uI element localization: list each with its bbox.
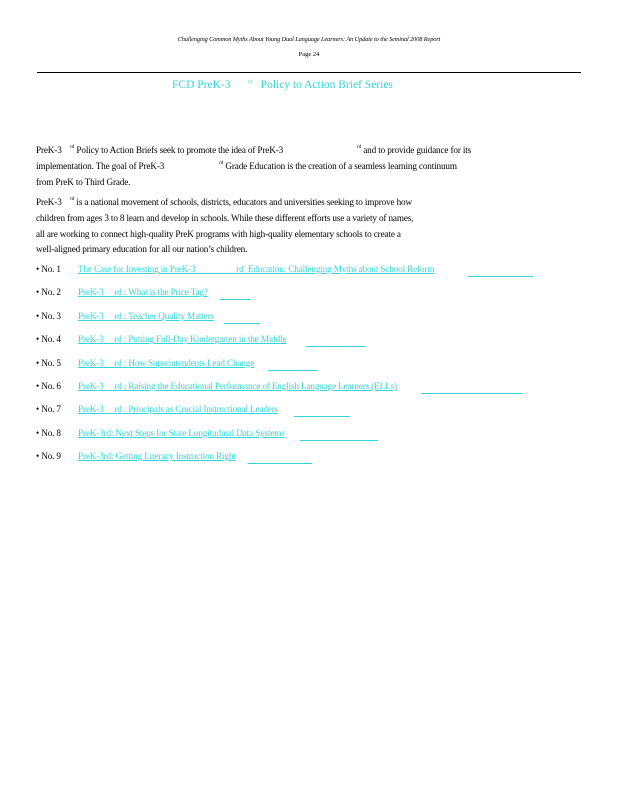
brief-item — [36, 264, 435, 287]
brief-number: • No. 9 — [36, 451, 61, 462]
movement-sup: rd — [70, 196, 75, 202]
brief-number: • No. 1 — [36, 264, 61, 274]
brief-link-6[interactable]: PreK-3 rd : Raising the Educational Performance of English Language Learners (ELLs) — [78, 380, 397, 391]
brief-number: • No. 3 — [36, 310, 61, 321]
movement-text: is a national movement of schools, districts, educators and universities seeking to improve how — [74, 197, 412, 207]
intro-sup: rd — [219, 159, 224, 166]
series-title-sup: rd — [247, 79, 253, 85]
link-underline — [220, 299, 251, 300]
brief-link-1[interactable]: The Case for Investing in PreK-3 rd Education: Challenging Myths about School Reform — [78, 264, 435, 274]
intro-sup: rd — [70, 144, 75, 150]
link-underline — [300, 440, 378, 441]
intro-text: Policy to Action Briefs seek to promote the idea of PreK-3 — [74, 145, 284, 155]
brief-link-9[interactable]: PreK-3rd: Getting Literacy Instruction Right — [78, 451, 236, 462]
movement-text: all are working to connect high-quality PreK programs with high-quality elementary schools to create a — [36, 228, 401, 239]
brief-link-3[interactable]: PreK-3 rd : Teacher Quality Matters — [78, 310, 214, 321]
brief-list — [36, 264, 435, 475]
brief-item — [36, 334, 287, 357]
link-underline — [224, 323, 260, 324]
intro-text: and to provide guidance for its — [361, 145, 472, 155]
brief-link-5[interactable]: PreK-3 rd : How Superintendents Lead Change — [78, 357, 255, 368]
movement-paragraph — [36, 195, 413, 258]
intro-sup: rd — [357, 144, 362, 150]
brief-link-8[interactable]: PreK-3rd: Next Steps for State Longitudinal Data Systems — [78, 427, 285, 438]
movement-text: well-aligned primary education for all our nation’s children. — [36, 244, 248, 255]
intro-text: implementation. The goal of PreK-3 — [36, 160, 165, 171]
header-rule — [37, 72, 581, 73]
brief-item — [36, 427, 285, 451]
link-underline — [268, 370, 318, 371]
brief-number: • No. 6 — [36, 380, 61, 391]
brief-number: • No. 2 — [36, 287, 61, 298]
intro-text: PreK-3 — [36, 145, 62, 155]
link-underline — [306, 346, 366, 347]
brief-item — [36, 357, 255, 381]
brief-link-7[interactable]: PreK-3 rd : Principals as Crucial Instructional Leaders — [78, 404, 279, 415]
intro-paragraph — [36, 143, 471, 190]
brief-item — [36, 287, 208, 310]
running-head: Challenging Common Myths About Young Dual Language Learners: An Update to the Seminal 2008 Report — [177, 36, 441, 43]
brief-item — [36, 451, 236, 474]
brief-number: • No. 5 — [36, 357, 61, 368]
page-number: Page 24 — [298, 51, 320, 58]
brief-link-2[interactable]: PreK-3 rd : What is the Price Tag? — [78, 287, 208, 298]
movement-text: children from ages 3 to 8 learn and develop in schools. While these different efforts use a variety of names, — [36, 212, 414, 223]
series-title-a: FCD PreK-3 — [172, 79, 231, 91]
brief-item — [36, 404, 279, 427]
intro-text: Grade Education is the creation of a seamless learning continuum — [223, 160, 457, 171]
brief-number: • No. 8 — [36, 427, 61, 438]
series-title-b: Policy to Action Brief Series — [260, 79, 393, 91]
intro-text: from PreK to Third Grade. — [36, 176, 131, 187]
brief-link-4[interactable]: PreK-3 rd : Putting Full-Day Kindergarten in the Middle — [78, 334, 287, 345]
brief-item — [36, 380, 397, 404]
series-title — [172, 79, 393, 91]
link-underline — [468, 276, 533, 277]
brief-item — [36, 310, 214, 334]
link-underline — [421, 393, 523, 394]
brief-number: • No. 7 — [36, 404, 61, 415]
link-underline — [294, 416, 350, 417]
brief-number: • No. 4 — [36, 334, 61, 345]
link-underline — [248, 463, 312, 464]
movement-text: PreK-3 — [36, 197, 62, 207]
